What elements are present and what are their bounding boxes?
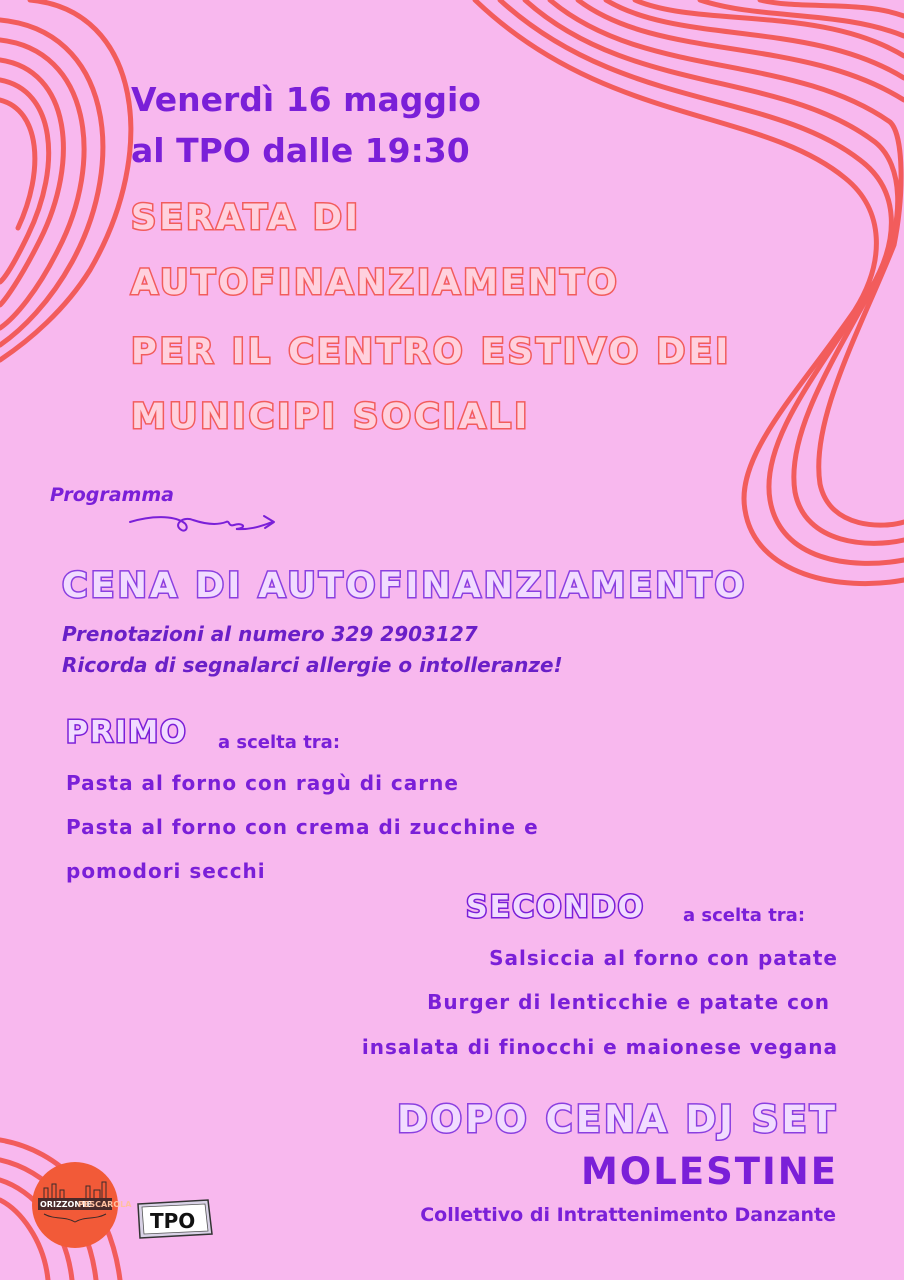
logo-text-pescarola: PESCAROLA [78, 1200, 132, 1209]
dopo-cena-title: DOPO CENA DJ SET [396, 1098, 838, 1141]
allergy-note: Ricorda di segnalarci allergie o intolleranze! [62, 653, 563, 677]
secondo-dish-2-cont: insalata di finocchi e maionese vegana [361, 1035, 838, 1059]
title-line-1: SERATA DI [131, 198, 361, 238]
secondo-dish-2: Burger di lenticchie e patate con [427, 990, 830, 1014]
primo-heading: PRIMO [66, 715, 188, 750]
event-date: Venerdì 16 maggio [131, 80, 481, 119]
booking-phone: Prenotazioni al numero 329 2903127 [62, 622, 478, 646]
primo-dish-2: Pasta al forno con crema di zucchine e [66, 815, 539, 839]
collective-name: Collettivo di Intrattenimento Danzante [420, 1204, 836, 1226]
secondo-heading: SECONDO [466, 890, 646, 925]
tpo-logo [134, 1198, 214, 1240]
secondo-dish-1: Salsiccia al forno con patate [489, 946, 838, 970]
secondo-choice-label: a scelta tra: [683, 905, 806, 926]
primo-dish-2-cont: pomodori secchi [66, 859, 266, 883]
dj-name: MOLESTINE [580, 1150, 838, 1193]
title-line-4: MUNICIPI SOCIALI [131, 397, 531, 437]
primo-choice-label: a scelta tra: [218, 732, 341, 753]
logo-text-tpo: TPO [150, 1209, 196, 1233]
title-line-3: PER IL CENTRO ESTIVO DEI [131, 332, 732, 372]
event-time: al TPO dalle 19:30 [131, 131, 470, 170]
squiggle-arrow-icon [128, 512, 278, 538]
primo-dish-1: Pasta al forno con ragù di carne [66, 771, 459, 795]
logo-text-orizzonte: ORIZZONTE [40, 1200, 92, 1209]
cena-title: CENA DI AUTOFINANZIAMENTO [62, 566, 748, 606]
orizzonte-pescarola-logo [30, 1160, 132, 1250]
title-line-2: AUTOFINANZIAMENTO [131, 263, 620, 303]
programma-label: Programma [50, 484, 174, 506]
